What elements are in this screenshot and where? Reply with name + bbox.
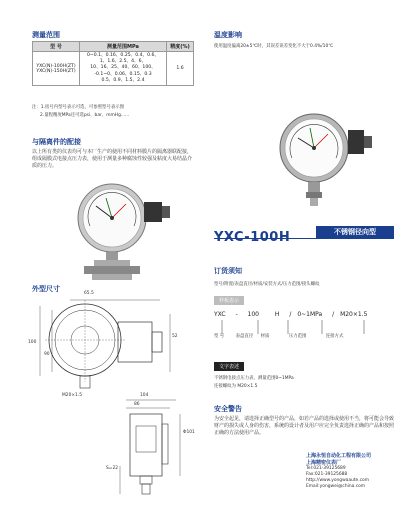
dim-label: S=22	[106, 466, 119, 471]
code-part: H	[274, 311, 280, 318]
dim-label: 90	[44, 352, 50, 357]
company-tel: Tel:021-39125689	[306, 466, 346, 471]
temp-text: 使用温度偏离20±5℃时，其误差误差变化不大于0.4%/10℃	[214, 44, 334, 49]
table-range: 0~0.1、0.16、0.25、0.4、0.6、	[86, 53, 160, 58]
table-model: YXC(N)-150H(ZT)	[36, 68, 76, 74]
range-table	[32, 41, 194, 86]
model-banner: 不锈钢径向型	[316, 226, 394, 239]
dim-label: 100	[28, 340, 37, 345]
code-captions	[214, 334, 394, 340]
diaphragm-gauge-image	[66, 178, 176, 286]
dim-label: 52	[172, 334, 178, 339]
safety-text: 为安全起见，请选择正确型号的产品，如若产品的选择或使用不当，将可能会导致财产的损失或人身的伤害，系统的设计者及用户应完全负责选择正确的产品和按照正确的方法使用产品。	[214, 416, 395, 436]
sample-label: 样板表示	[214, 296, 244, 305]
table-header: 精度(%)	[167, 42, 194, 52]
temp-title: 温度影响	[214, 31, 242, 39]
company-web: http://www.yongwaaute.com	[306, 478, 370, 483]
table-range: 10、16、25、40、60、100、	[90, 65, 156, 71]
code-caption: 表盘直径	[235, 334, 254, 339]
company-fax: Fax:021-39125688	[306, 472, 348, 477]
product-gauge-image	[262, 108, 382, 208]
table-model: YXC(N)-100H(ZT)	[36, 63, 76, 69]
company-block	[306, 452, 371, 490]
diaphragm-text: 以上所有类的仪表均可与本厂生产的使用不同材料膜片的隔离器联配接，组成隔膜式电接点压力表，使用于测量多种腐蚀性较强及粘度大易结晶介质的压力。	[32, 149, 193, 169]
table-range: -0.1~0、0.06、0.15、0.3	[94, 71, 152, 77]
dim-label: M20×1.5	[62, 393, 83, 398]
company-name: 上海永恒自动化工程有限公司	[306, 453, 372, 459]
safety-title: 安全警告	[214, 405, 242, 413]
order-text: 型号/附置/表盘直径/材质/安装方式/压力范围/接头螺纹	[214, 282, 320, 287]
code-line	[214, 311, 394, 318]
table-accuracy: 1.6	[167, 52, 194, 86]
code-caption: 型 号	[214, 334, 225, 339]
company-name: 上海精密仪表厂	[306, 460, 342, 466]
code-part: 0~1MPa	[297, 311, 323, 318]
diaphragm-title: 与隔离件的配接	[32, 138, 81, 146]
text-line: 不锈钢电接点压力表，测量范围0~1MPa	[214, 376, 294, 381]
text-label: 文字表述	[214, 362, 244, 371]
code-part: YXC	[214, 311, 226, 318]
dimension-drawing-front	[30, 292, 200, 402]
code-part: 100	[247, 311, 259, 318]
table-header: 测量范围MPa	[80, 42, 167, 52]
table-header: 型 号	[33, 42, 80, 52]
order-title: 订货须知	[214, 267, 242, 275]
table-range: 0.5、0.9、1.5、2.4	[101, 77, 145, 83]
code-caption: 材质	[260, 334, 270, 339]
code-caption: 连接方式	[325, 334, 344, 339]
code-part: /	[332, 311, 335, 318]
dim-label: 65.5	[84, 291, 94, 296]
dim-label: Φ101	[183, 430, 195, 435]
model-name: YXC-100H	[214, 230, 291, 245]
table-range: 1、1.6、2.5、4、6、	[99, 59, 147, 65]
note-1: 注：1.括号内型号表示可选，可参照型号表示图	[32, 105, 125, 110]
company-email: Email:yongwei@china.com	[306, 484, 366, 489]
text-line: 连接螺纹为 M20×1.5	[214, 384, 258, 389]
dimensions-title: 外型尺寸	[32, 285, 60, 293]
dimension-drawing-side	[90, 396, 200, 506]
code-part: M20×1.5	[340, 311, 368, 318]
code-caption: 压力范围	[288, 334, 307, 339]
code-part: /	[289, 311, 292, 318]
range-title: 测量范围	[32, 31, 60, 39]
dim-label: 86	[134, 402, 140, 407]
code-part: -	[235, 311, 238, 318]
dim-label: 104	[140, 393, 149, 398]
note-2: 2.量程精度MPa还可选psi、bar、mmHg......	[40, 113, 130, 118]
